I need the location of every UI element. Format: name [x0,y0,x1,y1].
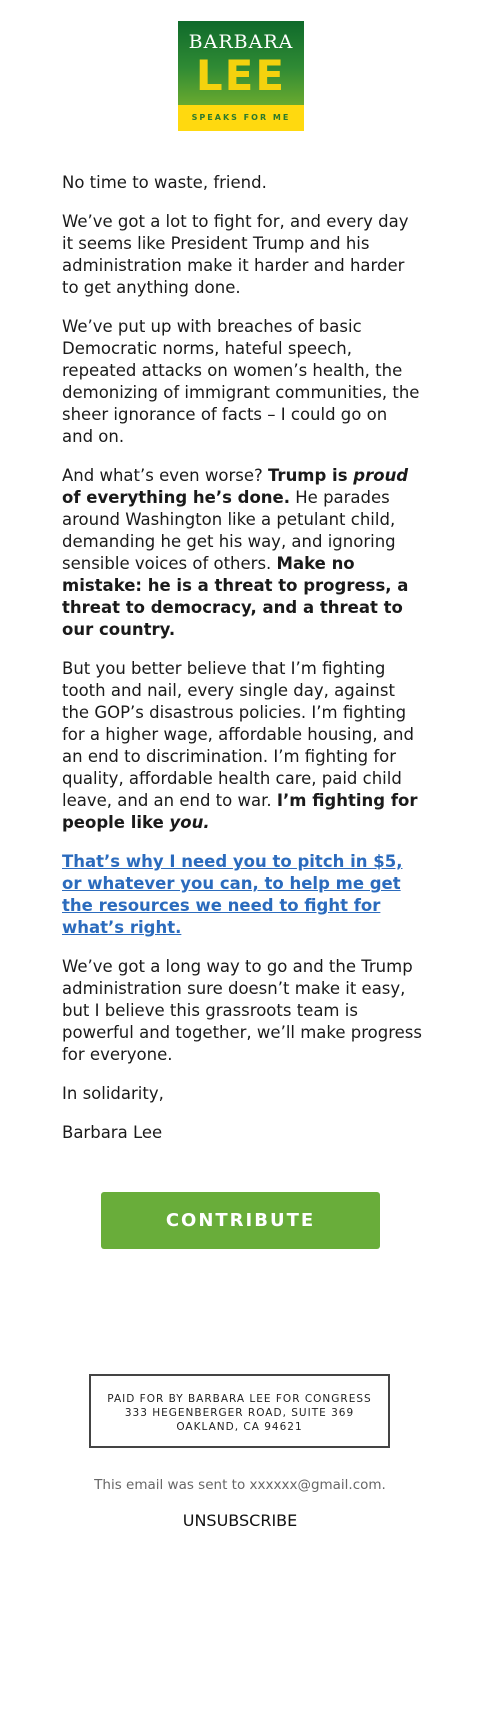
greeting: No time to waste, friend. [62,173,267,192]
donate-link[interactable]: That’s why I need you to pitch in $5, or whatever you can, to help me get the resources we need to fight for what’s right. [62,852,403,937]
paragraph-6: We’ve got a long way to go and the Trump administration sure doesn’t make it easy, but I believe this grassroots team is powerful and together, we’ll make progress for everyone. [62,957,423,1064]
closing: In solidarity, [62,1084,164,1103]
letter-content [62,172,422,1161]
unsubscribe-link[interactable]: UNSUBSCRIBE [182,1511,298,1530]
p4-bold-italic-c: you. [169,813,210,832]
contribute-button[interactable]: CONTRIBUTE [101,1192,380,1249]
paragraph-2: We’ve put up with breaches of basic Democratic norms, hateful speech, repeated attacks on women’s health, the demonizing of immigrant communities, the sheer ignorance of facts – I could go on and on. [62,317,420,446]
paid-for-line-1: PAID FOR BY BARBARA LEE FOR CONGRESS [107,1393,372,1405]
paragraph-4 [62,658,422,834]
logo-tagline: SPEAKS FOR ME [178,105,304,131]
paid-for-line-3: OAKLAND, CA 94621 [176,1421,303,1433]
logo-last-name: LEE [195,51,287,100]
paid-for-box [89,1374,390,1448]
p3-bold-italic-c: proud [353,466,409,485]
logo-first-name: BARBARA [188,31,294,53]
paragraph-1: We’ve got a lot to fight for, and every day it seems like President Trump and his administration make it harder and harder to get anything done. [62,212,409,297]
signature: Barbara Lee [62,1123,163,1142]
p3-bold-b: Trump is [267,466,354,485]
p3-text-a: And what’s even worse? [62,466,268,485]
sent-to-notice: This email was sent to xxxxxx@gmail.com. [94,1477,386,1493]
p4-text-a: But you better believe that I’m fighting tooth and nail, every single day, against the GOP’s disastrous policies. I’m fighting for a higher wage, affordable housing, and an end to discrimination. I’m fighting for quality, affordable health care, paid child leave, and an end to war. [62,659,414,810]
p3-text-e: He parades around Washington like a petulant child, demanding he get his way, and ignoring sensible voices of others. [62,488,396,573]
barbara-lee-logo [178,21,304,131]
p3-bold-f: Make no mistake: he is a threat to progress, a threat to democracy, and a threat to our country. [62,554,409,639]
paid-for-line-2: 333 HEGENBERGER ROAD, SUITE 369 [124,1407,355,1419]
paragraph-5 [62,851,422,939]
logo-top-panel [178,21,304,105]
p4-bold-b: I’m fighting for people like [62,791,418,832]
paragraph-3 [62,465,422,641]
p3-bold-d: of everything he’s done. [62,488,291,507]
